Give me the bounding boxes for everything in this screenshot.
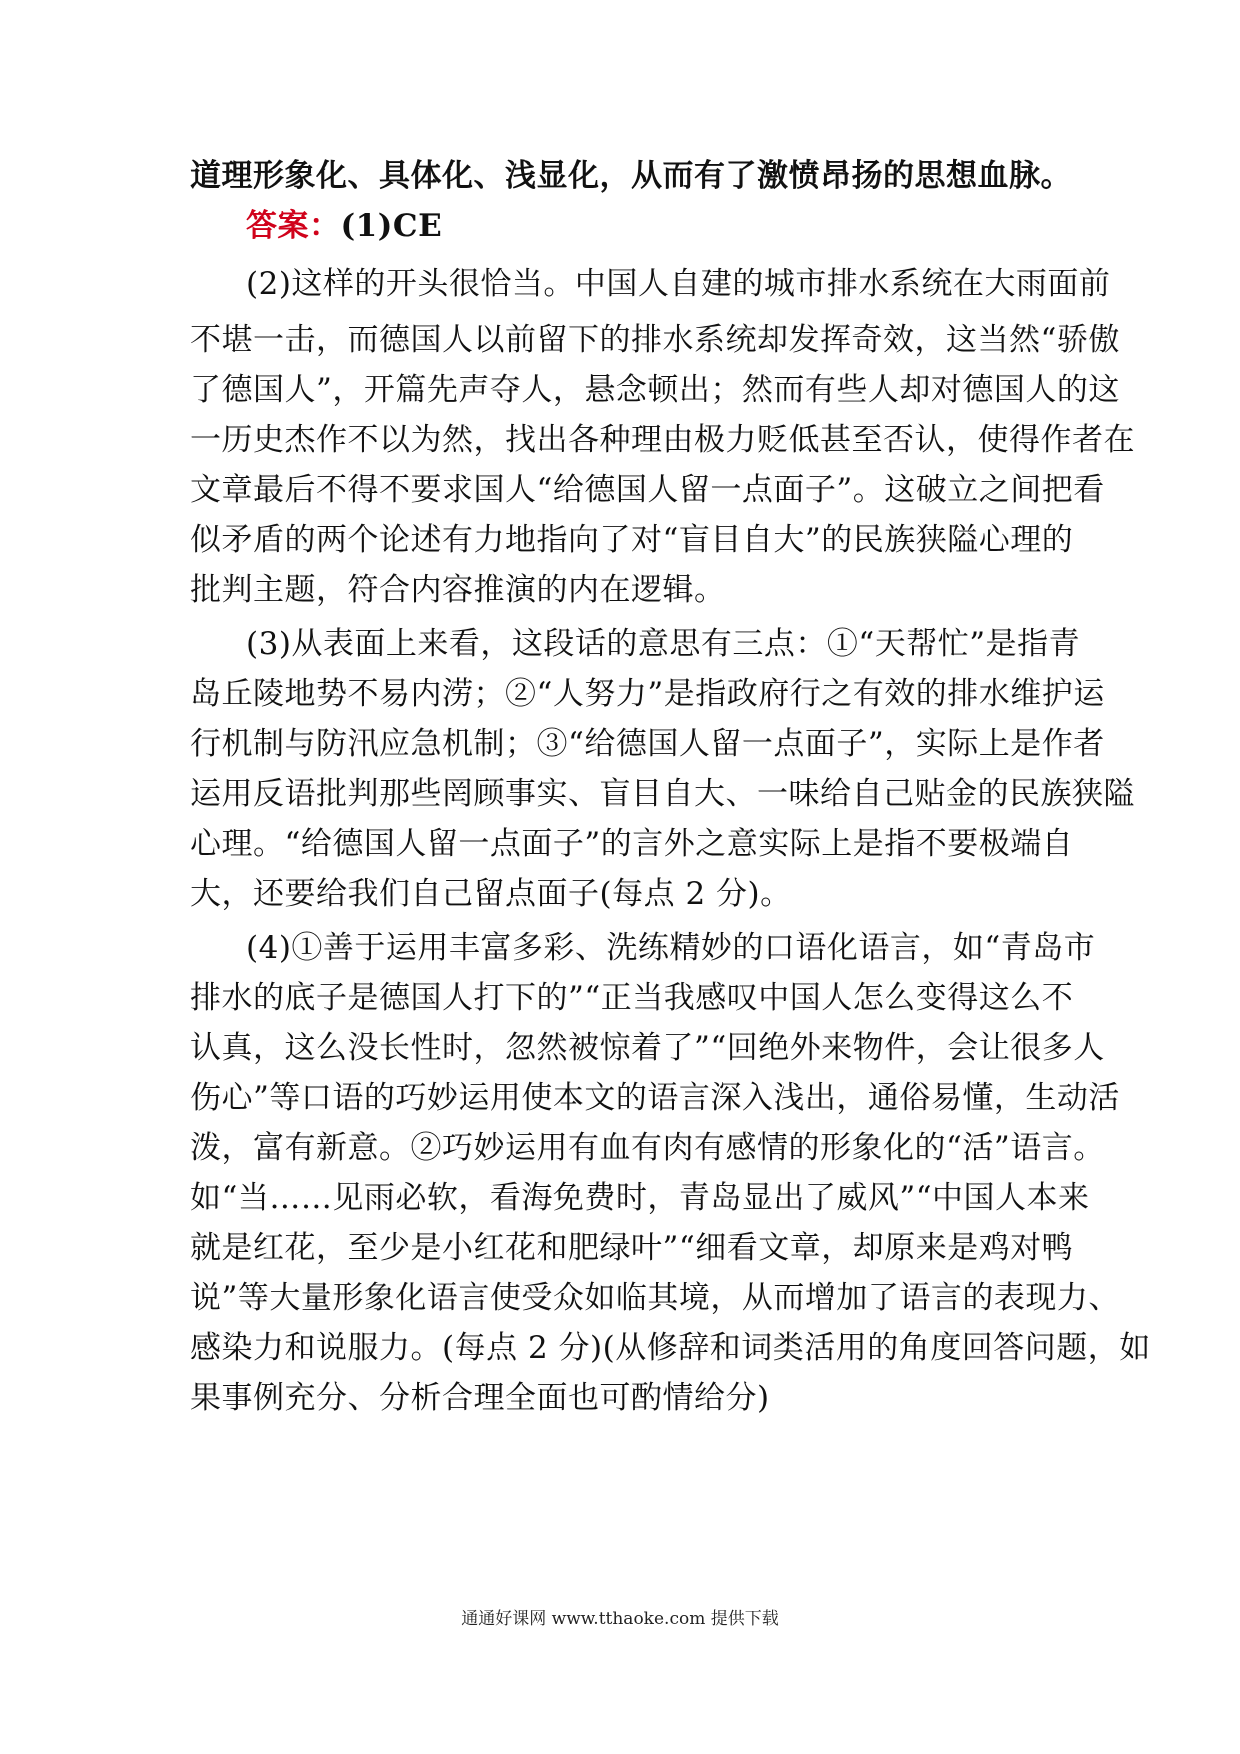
paragraph-4-line-5: 泼，富有新意。②巧妙运用有血有肉有感情的形象化的“活”语言。 bbox=[190, 1130, 1105, 1166]
paragraph-4-line-6: 如“当……见雨必软，看海免费时，青岛显出了威风”“中国人本来 bbox=[190, 1180, 1090, 1216]
answer-label: 答案： bbox=[246, 208, 341, 244]
paragraph-4-line-2: 排水的底子是德国人打下的”“正当我感叹中国人怎么变得这么不 bbox=[190, 980, 1074, 1016]
paragraph-2-line-5: 文章最后不得不要求国人“给德国人留一点面子”。这破立之间把看 bbox=[190, 472, 1105, 508]
paragraph-4-line-7: 就是红花，至少是小红花和肥绿叶”“细看文章，却原来是鸡对鸭 bbox=[190, 1230, 1074, 1266]
paragraph-2-line-2: 不堪一击，而德国人以前留下的排水系统却发挥奇效，这当然“骄傲 bbox=[190, 322, 1120, 358]
paragraph-2-line-1: (2)这样的开头很恰当。中国人自建的城市排水系统在大雨面前 bbox=[246, 266, 1111, 302]
paragraph-3-line-6: 大，还要给我们自己留点面子(每点 2 分)。 bbox=[190, 876, 792, 912]
paragraph-3-line-4: 运用反语批判那些罔顾事实、盲目自大、一味给自己贴金的民族狭隘 bbox=[190, 776, 1135, 812]
paragraph-4-line-10: 果事例充分、分析合理全面也可酌情给分) bbox=[190, 1380, 770, 1416]
paragraph-3-line-3: 行机制与防汛应急机制；③“给德国人留一点面子”，实际上是作者 bbox=[190, 726, 1105, 762]
paragraph-3-line-1: (3)从表面上来看，这段话的意思有三点：①“天帮忙”是指青 bbox=[246, 626, 1081, 662]
paragraph-3-line-2: 岛丘陵地势不易内涝；②“人努力”是指政府行之有效的排水维护运 bbox=[190, 676, 1105, 712]
paragraph-4-line-3: 认真，这么没长性时，忽然被惊着了”“回绝外来物件，会让很多人 bbox=[190, 1030, 1105, 1066]
page-footer: 通通好课网 www.tthaoke.com 提供下载 bbox=[461, 1609, 779, 1629]
paragraph-3-line-5: 心理。“给德国人留一点面子”的言外之意实际上是指不要极端自 bbox=[190, 826, 1074, 862]
intro-line: 道理形象化、具体化、浅显化，从而有了激愤昂扬的思想血脉。 bbox=[190, 158, 1072, 194]
paragraph-4-line-1: (4)①善于运用丰富多彩、洗练精妙的口语化语言，如“青岛市 bbox=[246, 930, 1096, 966]
paragraph-4-line-9: 感染力和说服力。(每点 2 分)(从修辞和词类活用的角度回答问题，如 bbox=[190, 1330, 1151, 1366]
answer-line bbox=[246, 198, 1116, 254]
paragraph-2-line-4: 一历史杰作不以为然，找出各种理由极力贬低甚至否认，使得作者在 bbox=[190, 422, 1135, 458]
paragraph-2-line-7: 批判主题，符合内容推演的内在逻辑。 bbox=[190, 572, 726, 608]
paragraph-4-line-8: 说”等大量形象化语言使受众如临其境，从而增加了语言的表现力、 bbox=[190, 1280, 1120, 1316]
answer-value: (1)CE bbox=[340, 208, 443, 244]
paragraph-2-line-3: 了德国人”，开篇先声夺人，悬念顿出；然而有些人却对德国人的这 bbox=[190, 372, 1120, 408]
paragraph-4-line-4: 伤心”等口语的巧妙运用使本文的语言深入浅出，通俗易懂，生动活 bbox=[190, 1080, 1120, 1116]
paragraph-2-line-6: 似矛盾的两个论述有力地指向了对“盲目自大”的民族狭隘心理的 bbox=[190, 522, 1074, 558]
